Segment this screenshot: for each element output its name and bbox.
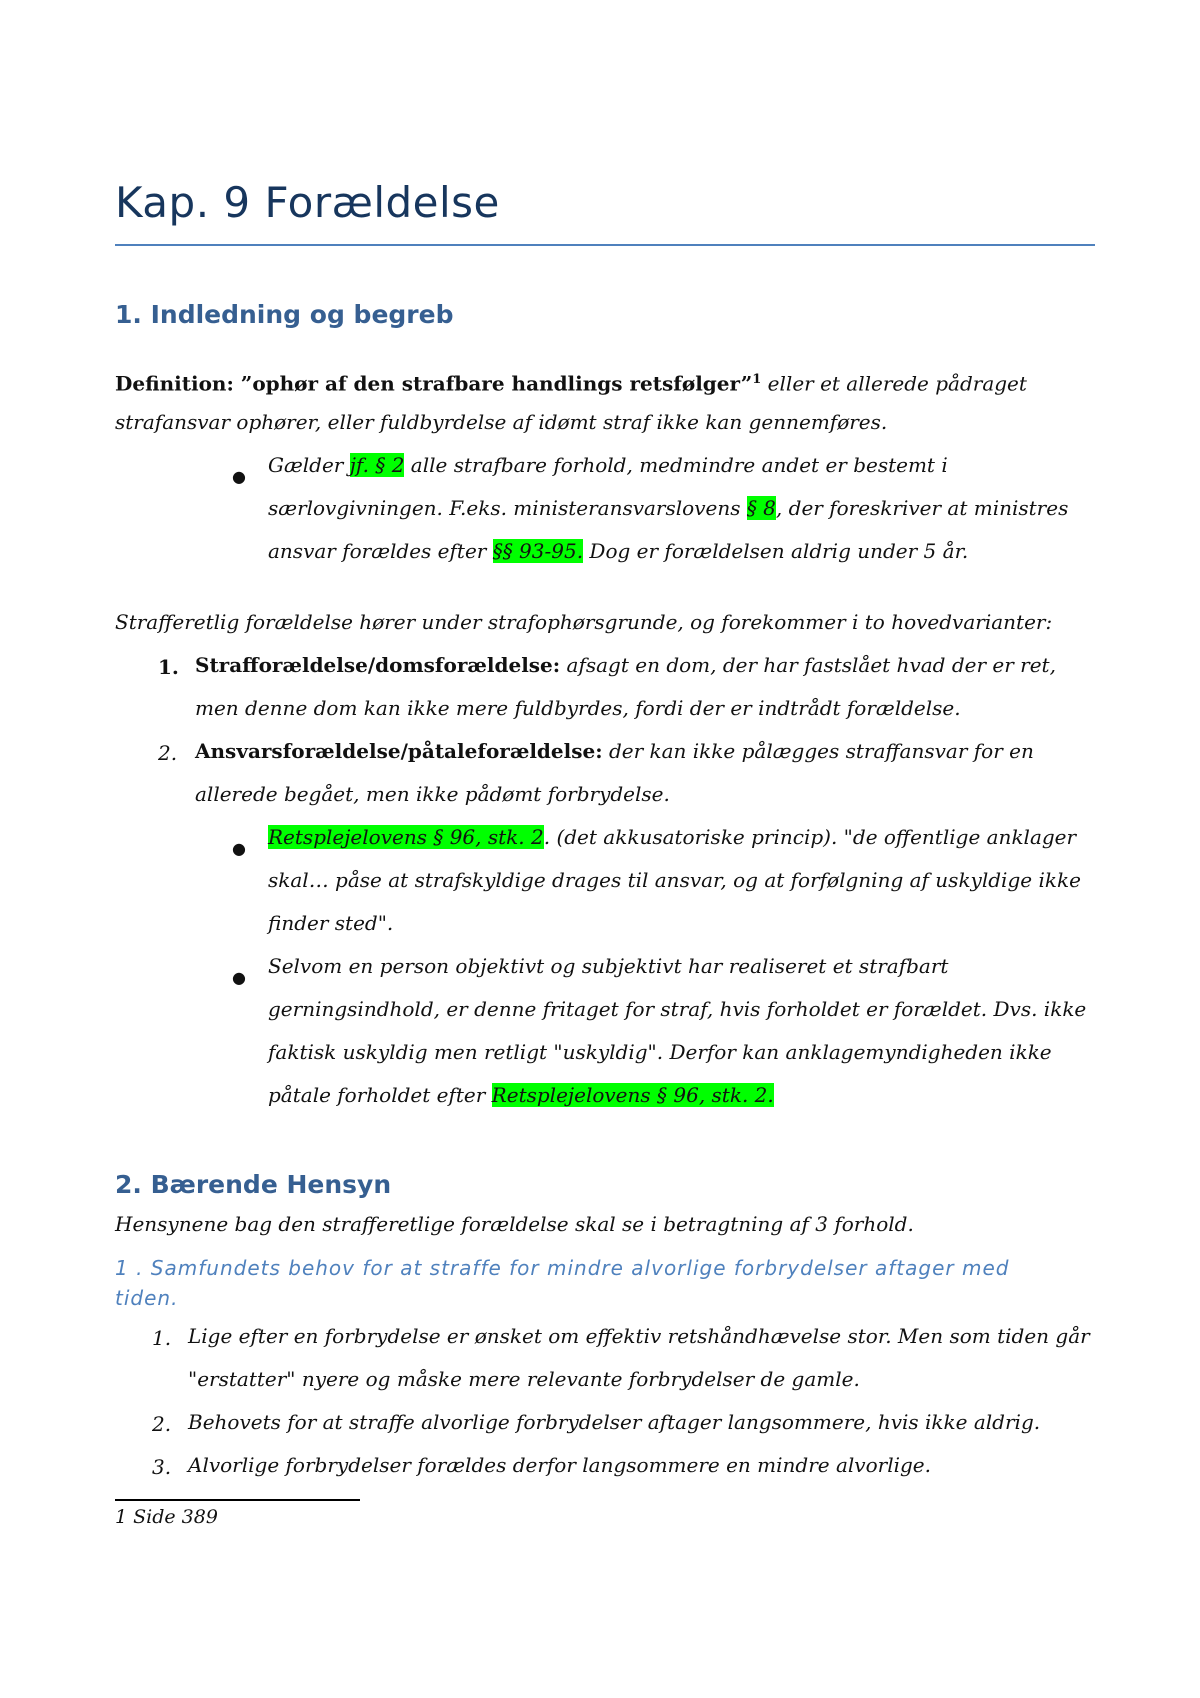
definition-label: Definition: ”ophør af den strafbare handlings retsfølger” bbox=[115, 371, 753, 396]
reason-3: Alvorlige forbrydelser forældes derfor langsommere en mindre alvorlige. bbox=[188, 1453, 931, 1477]
bullet-icon: ● bbox=[232, 839, 246, 858]
bullet-1-line-3: ansvar forældes efter §§ 93-95. Dog er forældelsen aldrig under 5 år. bbox=[268, 539, 969, 563]
footnote-separator bbox=[115, 1499, 360, 1501]
reason-1-line-2: "erstatter" nyere og måske mere relevante forbrydelser de gamle. bbox=[188, 1367, 860, 1391]
list-item-2-line-1: Ansvarsforældelse/påtaleforældelse: der kan ikke pålægges straffansvar for en bbox=[195, 739, 1034, 763]
list-number: 3. bbox=[152, 1455, 172, 1479]
title-underline bbox=[115, 244, 1095, 246]
law-reference-highlight: §§ 93-95. bbox=[492, 539, 584, 563]
bullet-icon: ● bbox=[232, 467, 246, 486]
footnote-ref[interactable]: 1 bbox=[752, 372, 762, 387]
list-item-label: Ansvarsforældelse/påtaleforældelse: bbox=[195, 739, 603, 763]
definition-text: eller et allerede pådraget bbox=[761, 371, 1027, 396]
list-number: 2. bbox=[152, 1412, 172, 1436]
reason-1-line-1: Lige efter en forbrydelse er ønsket om effektiv retshåndhævelse stor. Men som tiden går bbox=[188, 1324, 1090, 1348]
subheading: 1 . Samfundets behov for at straffe for mindre alvorlige forbrydelser aftager med tiden. bbox=[115, 1256, 1010, 1310]
sub-bullet-1-line-2: skal… påse at strafskyldige drages til ansvar, og at forfølgning af uskyldige ikke bbox=[268, 868, 1081, 892]
law-reference-highlight: jf. § 2 bbox=[349, 453, 405, 477]
definition-line-2: strafansvar ophører, eller fuldbyrdelse af idømt straf ikke kan gennemføres. bbox=[115, 410, 888, 434]
section-2-intro: Hensynene bag den strafferetlige forældelse skal se i betragtning af 3 forhold. bbox=[115, 1212, 914, 1236]
definition-paragraph bbox=[115, 358, 1095, 406]
bullet-1-line-2: særlovgivningen. F.eks. ministeransvarslovens § 8, der foreskriver at ministres bbox=[268, 496, 1069, 520]
list-item-2-line-2: allerede begået, men ikke pådømt forbrydelse. bbox=[195, 782, 670, 806]
section-1-heading: 1. Indledning og begreb bbox=[115, 300, 454, 329]
list-item-1-line-1: Strafforældelse/domsforældelse: afsagt en dom, der har fastslået hvad der er ret, bbox=[195, 653, 1056, 677]
list-number: 2. bbox=[158, 741, 178, 765]
list-number: 1. bbox=[152, 1326, 172, 1350]
sub-bullet-2-line-3: faktisk uskyldig men retligt "uskyldig". Derfor kan anklagemyndigheden ikke bbox=[268, 1040, 1052, 1064]
list-item-1-line-2: men denne dom kan ikke mere fuldbyrdes, fordi der er indtrådt forældelse. bbox=[195, 696, 961, 720]
sub-bullet-2-line-2: gerningsindhold, er denne fritaget for straf, hvis forholdet er forældet. Dvs. ikke bbox=[268, 997, 1087, 1021]
sub-bullet-1-line-1: Retsplejelovens § 96, stk. 2. (det akkusatoriske princip). "de offentlige anklager bbox=[268, 825, 1077, 849]
reason-2: Behovets for at straffe alvorlige forbrydelser aftager langsommere, hvis ikke aldrig. bbox=[188, 1410, 1041, 1434]
sub-bullet-2-line-4: påtale forholdet efter Retsplejelovens § 96, stk. 2. bbox=[268, 1083, 774, 1107]
sub-bullet-1-line-3: finder sted". bbox=[268, 911, 394, 935]
bullet-1-line-1: Gælder jf. § 2 alle strafbare forhold, medmindre andet er bestemt i bbox=[268, 453, 948, 477]
law-reference-highlight: Retsplejelovens § 96, stk. 2. bbox=[491, 1083, 774, 1107]
bullet-icon: ● bbox=[232, 968, 246, 987]
footnote: 1 Side 389 bbox=[115, 1506, 218, 1528]
law-reference-highlight: Retsplejelovens § 96, stk. 2 bbox=[268, 825, 544, 849]
list-item-label: Strafforældelse/domsforældelse: bbox=[195, 653, 561, 677]
list-number: 1. bbox=[158, 655, 179, 679]
intro-paragraph: Strafferetlig forældelse hører under strafophørsgrunde, og forekommer i to hovedvarianter: bbox=[115, 610, 1053, 634]
sub-bullet-2-line-1: Selvom en person objektivt og subjektivt har realiseret et strafbart bbox=[268, 954, 949, 978]
chapter-title: Kap. 9 Forældelse bbox=[115, 178, 500, 227]
law-reference-highlight: § 8 bbox=[746, 496, 776, 520]
section-2-heading: 2. Bærende Hensyn bbox=[115, 1170, 392, 1199]
